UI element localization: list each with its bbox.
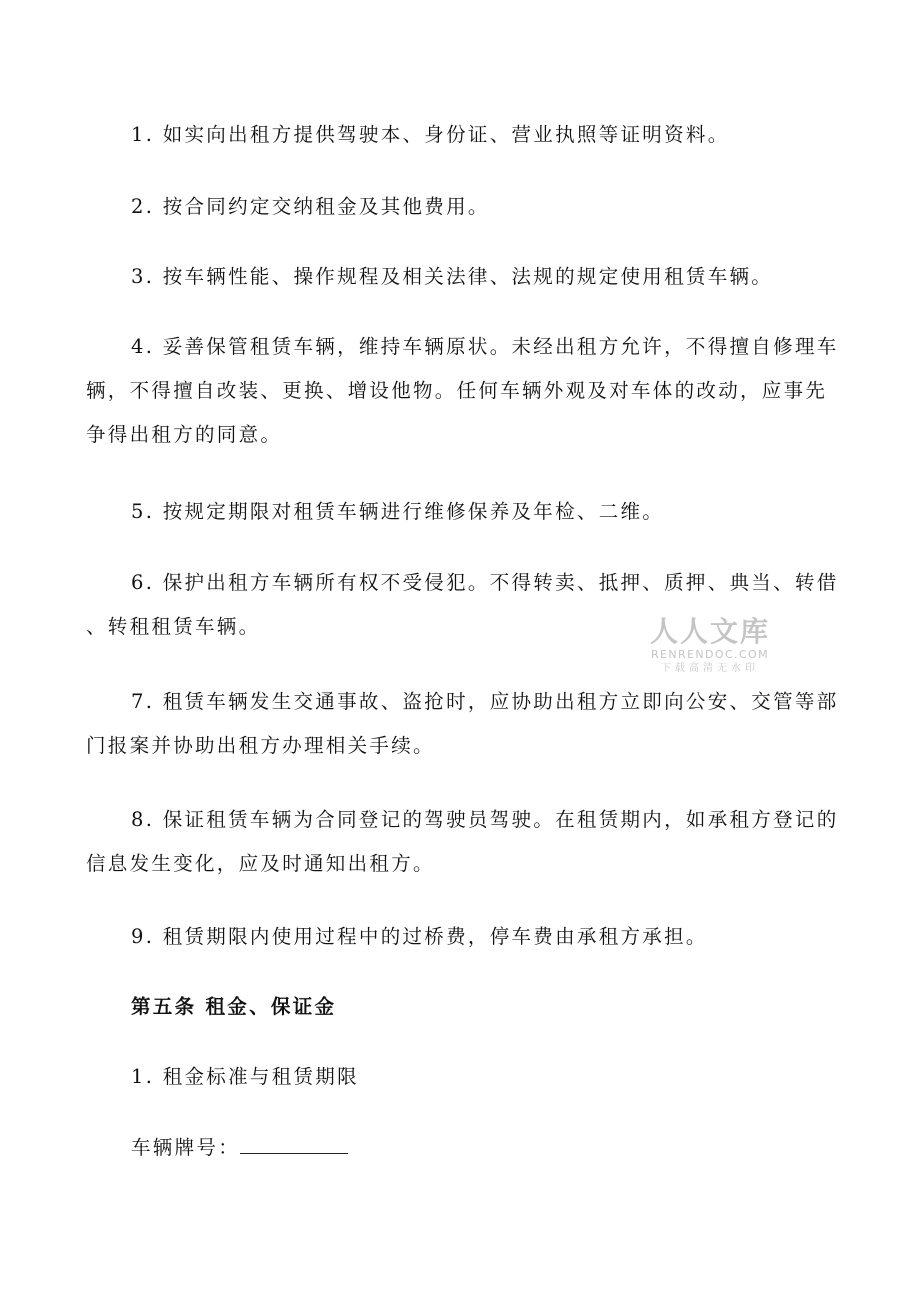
paragraph-line: 6. 保护出租方车辆所有权不受侵犯。不得转卖、抵押、质押、典当、转借 [131,571,839,594]
watermark-tagline: 下载高清无水印 [661,663,759,674]
paragraph-line: 9. 租赁期限内使用过程中的过桥费，停车费由承租方承担。 [131,925,708,948]
paragraph-line: 8. 保证租赁车辆为合同登记的驾驶员驾驶。在租赁期内，如承租方登记的 [131,808,839,831]
section-heading-text: 第五条 租金、保证金 [131,995,337,1018]
plate-number-line [86,1126,836,1170]
paragraph-line: 、转租租赁车辆。 [86,615,261,638]
paragraph-line: 争得出租方的同意。 [86,423,283,446]
paragraph-line: 1. 如实向出租方提供驾驶本、身份证、营业执照等证明资料。 [131,123,730,146]
list-item [86,255,836,299]
list-item [86,915,836,959]
paragraph-line: 5. 按规定期限对租赁车辆进行维修保养及年检、二维。 [131,500,665,523]
watermark-title: 人人文库 [649,615,770,648]
list-item [86,680,839,768]
plate-number-row [86,1126,836,1170]
paragraph-line: 7. 租赁车辆发生交通事故、盗抢时，应协助出租方立即向公安、交管等部 [131,690,839,713]
plate-number-label: 车辆牌号： [131,1136,241,1159]
watermark-domain: RENRENDOC.COM [651,648,769,661]
watermark [646,616,774,675]
list-item [86,325,839,457]
subsection-text: 1. 租金标准与租赁期限 [131,1065,359,1088]
paragraph-line: 4. 妥善保管租赁车辆，维持车辆原状。未经出租方允许，不得擅自修理车 [131,335,839,358]
list-item [86,185,836,229]
list-item [86,798,839,886]
paragraph-line: 门报案并协助出租方办理相关手续。 [86,734,435,757]
list-item [86,113,836,157]
list-item [86,490,836,534]
paragraph-line: 辆，不得擅自改装、更换、增设他物。任何车辆外观及对车体的改动，应事先 [86,379,828,402]
paragraph-line: 2. 按合同约定交纳租金及其他费用。 [131,195,490,218]
paragraph-line: 信息发生变化，应及时通知出租方。 [86,852,435,875]
section-heading [86,985,836,1029]
paragraph-line: 3. 按车辆性能、操作规程及相关法律、法规的规定使用租赁车辆。 [131,265,774,288]
plate-number-blank [240,1135,348,1154]
subsection-title [86,1055,836,1099]
